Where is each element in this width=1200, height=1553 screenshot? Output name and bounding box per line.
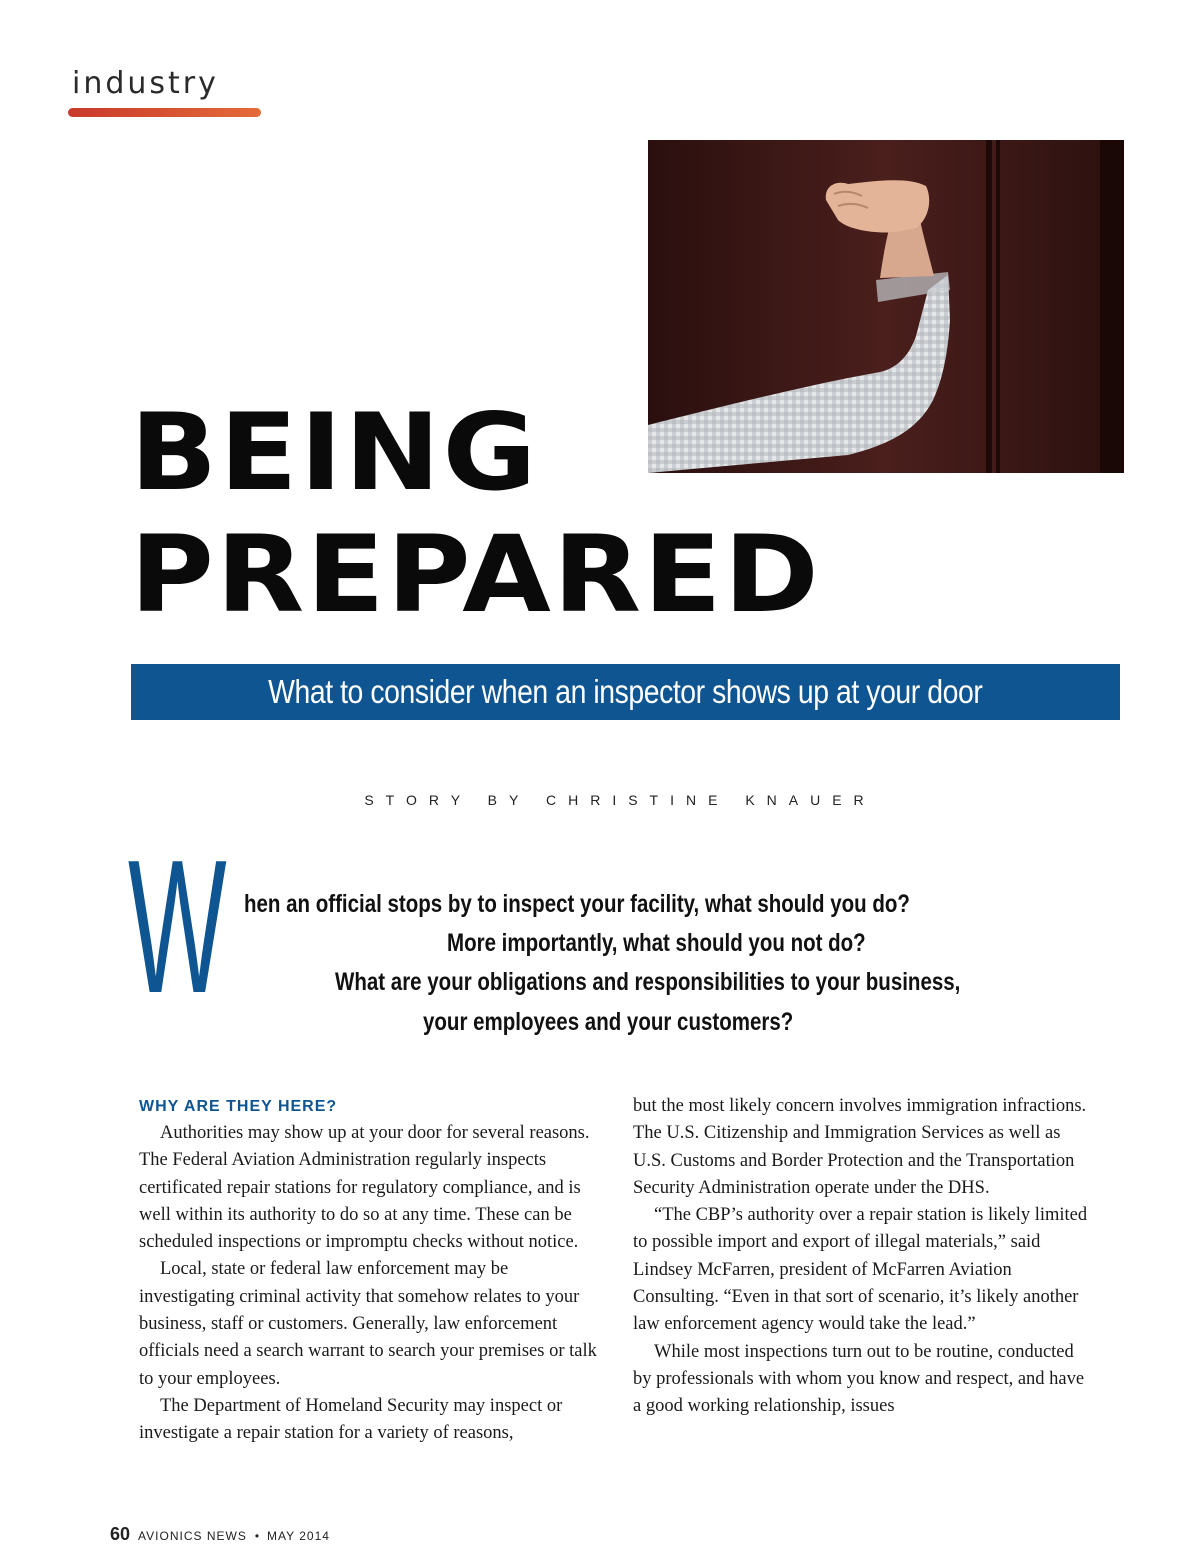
paragraph: but the most likely concern involves immigration infractions. The U.S. Citizenship and Immigration Services as well as U.S. Customs and Border Protection and the Transportation Security Administration operate under the DHS. xyxy=(633,1096,1087,1198)
subtitle-text: What to consider when an inspector shows up at your door xyxy=(268,673,983,710)
intro-line-4: your employees and your customers? xyxy=(423,1008,794,1036)
byline: STORY BY CHRISTINE KNAUER xyxy=(364,792,876,808)
footer-separator: • xyxy=(254,1529,260,1543)
headline xyxy=(130,392,1102,636)
intro-line-3: What are your obligations and responsibilities to your business, xyxy=(335,968,961,996)
intro-line-2: More importantly, what should you not do? xyxy=(447,929,866,957)
paragraph: “The CBP’s authority over a repair station is likely limited to possible import and export of illegal materials,” said Lindsey McFarren, president of McFarren Aviation Consulting. “Even in that sort of scenario, it’s likely another law enforcement agency would take the lead.” xyxy=(633,1205,1088,1335)
headline-line-2: PREPARED xyxy=(130,513,821,636)
section-heading: WHY ARE THEY HERE? xyxy=(139,1098,338,1115)
section-rule xyxy=(68,108,261,117)
intro-line-1: hen an official stops by to inspect your facility, what should you do? xyxy=(244,890,910,918)
paragraph: While most inspections turn out to be routine, conducted by professionals with whom you know and respect, and have a good working relationship, issues xyxy=(633,1341,1085,1417)
issue-date: MAY 2014 xyxy=(267,1529,330,1543)
headline-line-1: BEING xyxy=(130,391,539,514)
page-number: 60 xyxy=(110,1524,131,1544)
paragraph: Authorities may show up at your door for several reasons. The Federal Aviation Administration regularly inspects certificated repair stations for regulatory compliance, and is well within its authority to do so at any time. These can be scheduled inspections or impromptu checks without notice. xyxy=(139,1123,590,1253)
section-label: industry xyxy=(72,66,219,101)
page-footer xyxy=(110,1524,330,1545)
body-column-left xyxy=(139,1093,599,1448)
subtitle-banner xyxy=(131,664,1120,720)
paragraph: Local, state or federal law enforcement may be investigating criminal activity that somehow relates to your business, staff or customers. Generally, law enforcement officials need a search warrant to search your premises or talk to your employees. xyxy=(139,1259,597,1389)
paragraph: The Department of Homeland Security may inspect or investigate a repair station for a variety of reasons, xyxy=(139,1395,563,1444)
drop-cap: W xyxy=(128,821,227,1033)
publication-name: AVIONICS NEWS xyxy=(138,1529,247,1543)
body-column-right xyxy=(633,1093,1093,1421)
